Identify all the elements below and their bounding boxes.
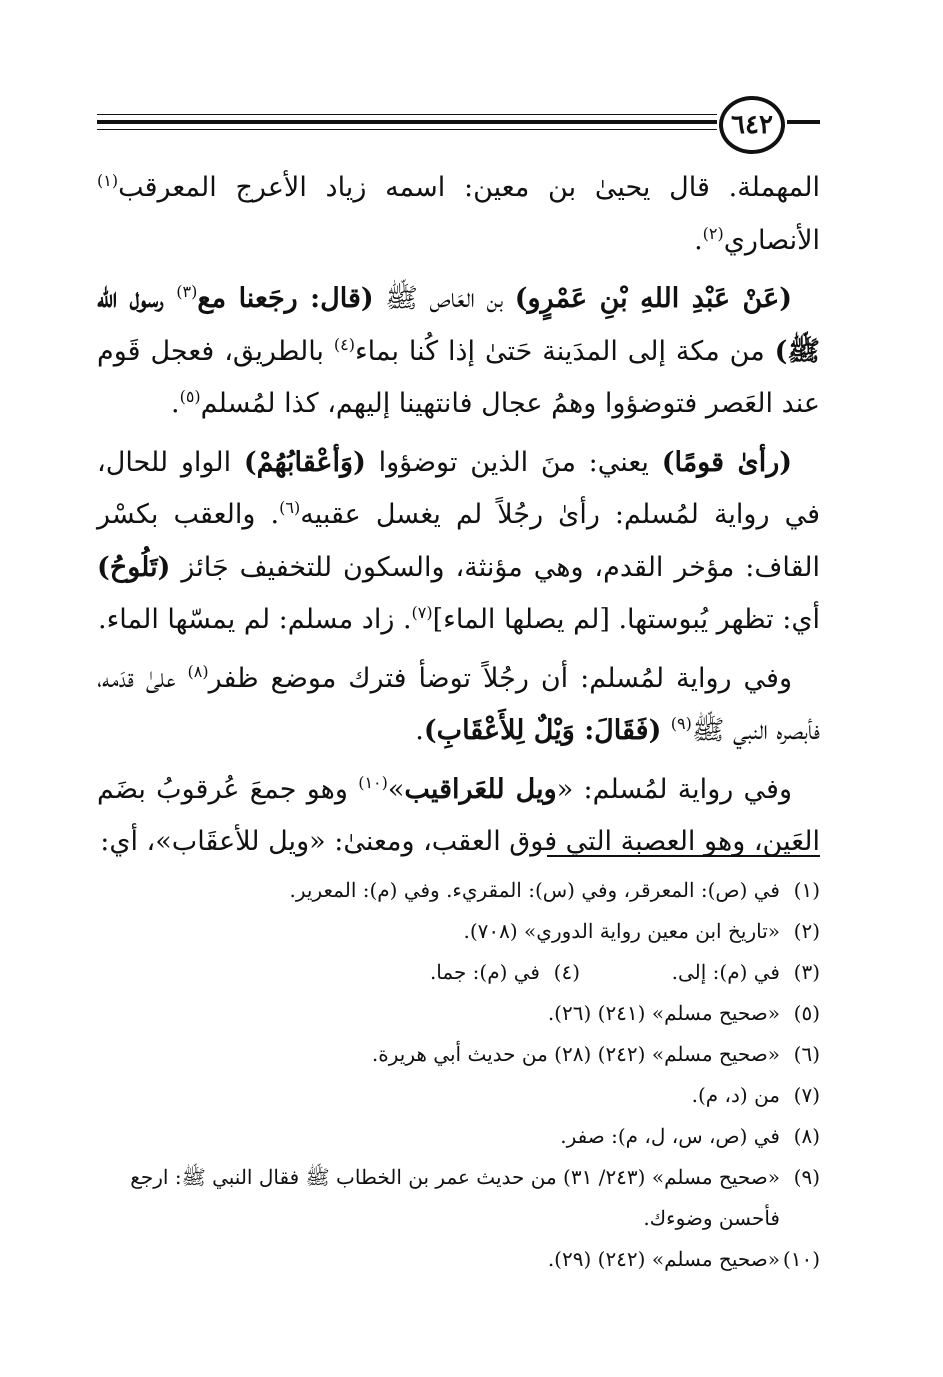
- footnote-10: (١٠) «صحيح مسلم» (٢٤٢) (٢٩).: [547, 1247, 820, 1271]
- main-text: [97, 162, 820, 875]
- footnote-ref-4[interactable]: (٤): [333, 334, 355, 354]
- header-rule-top: [97, 114, 717, 115]
- footnote-2: (٢) «تاريخ ابن معين رواية الدوري» (٧٠٨).: [463, 919, 820, 943]
- footnote-ref-3[interactable]: (٣): [176, 282, 198, 301]
- paragraph-3: (رأىٰ قومًا) يعني: منَ الذين توضؤوا (وَأعْقابُهُمْ) الواو للحال، في رواية لمُسلم: رأىٰ رجُلاً لم يغسل عقبيه$^{(٦)}$. والعقب بكسْر القاف: مؤخر القدم، وهي مؤنثة، والسكون للتخفيف جَائز (تَلُوحُ) أي: تظهر يُبوستها. [لم يصلها الماء]$^{(٧)}$. زاد مسلم: لم يمسّها الماء.: [97, 446, 821, 635]
- footnote-ref-8[interactable]: (٨): [187, 661, 209, 681]
- paragraph-1: المهملة. قال يحيىٰ بن معين: اسمه زياد الأعرج المعرقب$^{(١)}$ الأنصاري$^{(٢)}$.: [97, 171, 820, 256]
- footnote-ref-5[interactable]: (٥): [179, 387, 201, 406]
- header-rule-bottom: [97, 129, 717, 130]
- footnote-separator: [547, 855, 820, 857]
- header-rule-right: [787, 120, 820, 124]
- paragraph-5: وفي رواية لمُسلم: «ويل للعَراقيب»$^{(١٠)}$ وهو جمعَ عُرقوبُ بضَم العَين، وهو العصبة التي فوق العقب، ومعنىٰ: «ويل للأعقَاب»، أي:: [97, 772, 820, 857]
- footnote-ref-2[interactable]: (٢): [702, 223, 724, 243]
- paragraph-2: (عَنْ عَبْدِ اللهِ بْنِ عَمْرٍو) بن العَاص ﷺ (قال: رجَعنا مع$^{(٣)}$ رسول الله ﷺ) من مكة إلى المدَينة حَتىٰ إذا كُنا بماء$^{(٤)}$ بالطريق، فعجل قَوم عند العَصر فتوضؤوا وهمُ عجال فانتهينا إليهم، كذا لمُسلم$^{(٥)}$.: [97, 282, 820, 419]
- footnote-ref-9[interactable]: (٩): [670, 714, 692, 733]
- footnote-ref-10[interactable]: (١٠): [358, 772, 388, 792]
- footnote-ref-7[interactable]: (٧): [411, 603, 433, 622]
- footnote-5: (٥) «صحيح مسلم» (٢٤١) (٢٦).: [547, 1001, 820, 1025]
- page-header: [97, 96, 820, 158]
- footnote-8: (٨) في (ص، س، ل، م): صفر.: [560, 1124, 820, 1148]
- footnote-ref-1[interactable]: (١): [97, 171, 119, 190]
- footnote-6: (٦) «صحيح مسلم» (٢٤٢) (٢٨) من حديث أبي هريرة.: [371, 1042, 820, 1066]
- footnote-1: (١) في (ص): المعرقر، وفي (س): المقريء. وفي (م): المعرير.: [289, 878, 820, 902]
- footnote-9: (٩) «صحيح مسلم» (٢٤٣/ ٣١) من حديث عمر بن الخطاب ﷺ فقال النبي ﷺ: ارجع فأحسن وضوءك.: [130, 1165, 820, 1230]
- footnote-7: (٧) من (د، م).: [691, 1083, 820, 1107]
- footnotes: [97, 870, 820, 1280]
- header-rule-thick: [97, 120, 717, 124]
- footnote-3-4: (٣) في (م): إلى. (٤) في (م): جما.: [429, 960, 820, 984]
- paragraph-4: وفي رواية لمُسلم: أن رجُلاً توضأ فترك موضع ظفر$^{(٨)}$ علىٰ قدَمه، فأبصره النبي ﷺ$^{(٩)}$ (فَقَالَ: وَيْلٌ لِلأَعْقَابِ).: [97, 661, 820, 746]
- footnote-ref-6[interactable]: (٦): [279, 498, 301, 517]
- page-number: ٦٤٢: [719, 96, 785, 154]
